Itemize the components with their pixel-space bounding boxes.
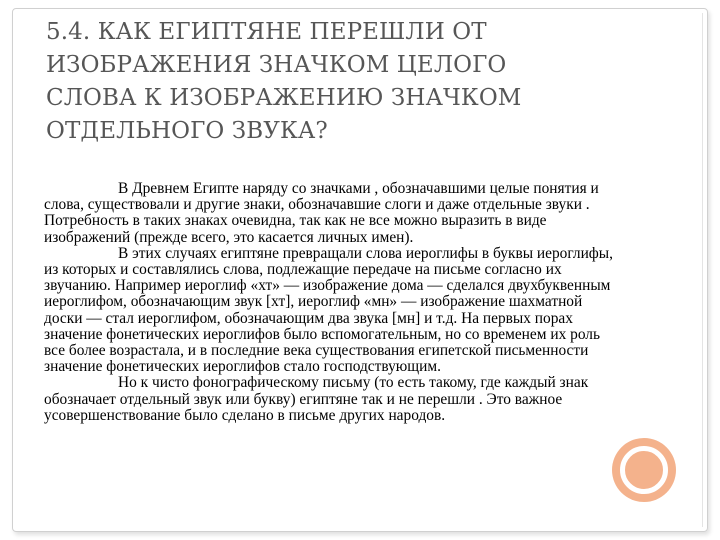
title-line-1: 5.4. КАК ЕГИПТЯНЕ ПЕРЕШЛИ ОТ [46, 19, 487, 45]
slide-body [44, 181, 624, 424]
paragraph-1: В Древнем Египте наряду со значками , обозначавшими целые понятия и слова, существовали и другие знаки, обозначавшие слоги и даже отдельные звуки . Потребность в таких знаках очевидна, так как не все можно выразить в виде изображений (прежде всего, это касается личных имен). [44, 180, 599, 246]
decorative-ring-icon [620, 446, 668, 494]
slide-title [46, 16, 646, 148]
title-line-3: СЛОВА К ИЗОБРАЖЕНИЮ ЗНАЧКОМ [46, 85, 522, 111]
paragraph-3: Но к чисто фонографическому письму (то есть такому, где каждый знак обозначает отдельный звук или букву) египтяне так и не перешли . Это важное усовершенствование было сделано в письме других народов. [44, 374, 589, 424]
title-line-2: ИЗОБРАЖЕНИЯ ЗНАЧКОМ ЦЕЛОГО [46, 52, 507, 78]
paragraph-2: В этих случаях египтяне превращали слова иероглифы в буквы иероглифы, из которых и составлялись слова, подлежащие передаче на письме согласно их звучанию. Например иероглиф «хт» — изображение дома — сделался двухбуквенным иероглифом, обозначающим звук [хт], иероглиф «мн» — изображение шахматной доски — стал иероглифом, обозначающим два звука [мн] и т.д. На первых порах значение фонетических иероглифов было вспомогательным, но со временем их роль все более возрастала, и в последние века существования египетской письменности значение фонетических иероглифов стало господствующим. [44, 244, 613, 376]
title-line-4: ОТДЕЛЬНОГО ЗВУКА? [46, 118, 328, 144]
decorative-circle-icon [612, 438, 676, 502]
